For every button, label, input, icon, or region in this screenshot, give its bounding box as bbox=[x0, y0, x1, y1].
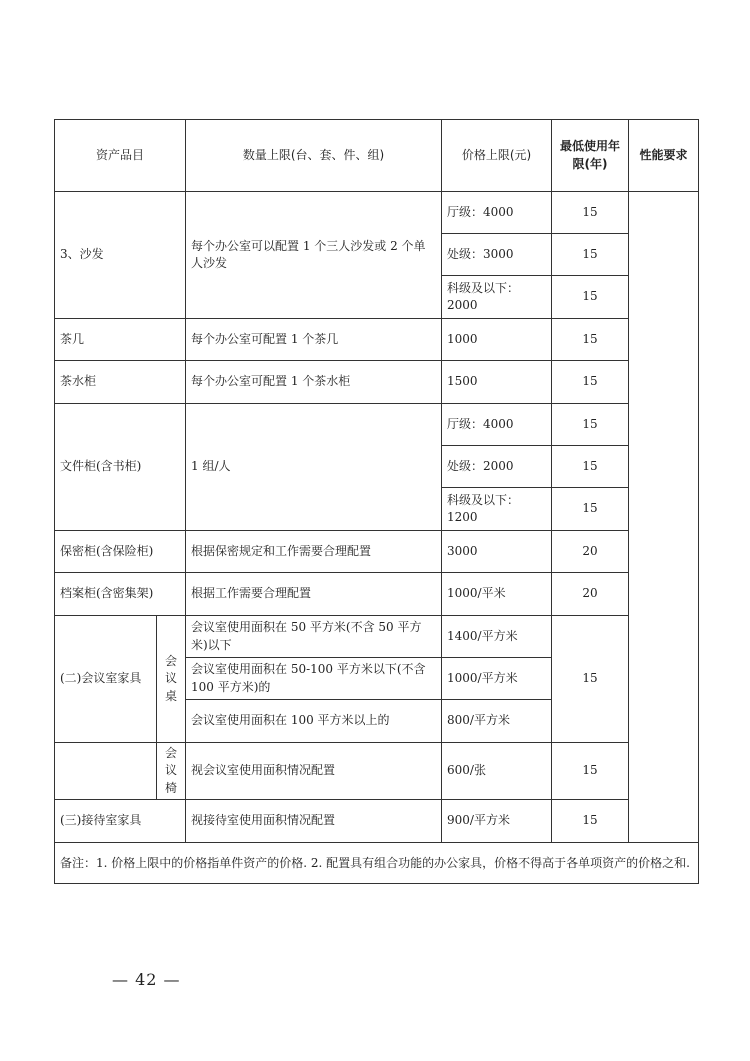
tea-table-price: 1000 bbox=[442, 319, 552, 361]
reception-years: 15 bbox=[552, 800, 629, 843]
asset-limits-table bbox=[54, 119, 699, 884]
meeting-table-years: 15 bbox=[552, 616, 629, 743]
table-row bbox=[55, 404, 699, 446]
archive-years: 20 bbox=[552, 573, 629, 616]
meeting-chair-quantity: 视会议室使用面积情况配置 bbox=[186, 743, 442, 800]
header-quantity: 数量上限(台、套、件、组) bbox=[186, 120, 442, 192]
tea-cabinet-years: 15 bbox=[552, 361, 629, 404]
tea-cabinet-quantity: 每个办公室可配置 1 个茶水柜 bbox=[186, 361, 442, 404]
meeting-chair-label: 会议椅 bbox=[157, 743, 186, 800]
meeting-chair-years: 15 bbox=[552, 743, 629, 800]
sofa-years-division: 15 bbox=[552, 234, 629, 276]
meeting-chair-price: 600/张 bbox=[442, 743, 552, 800]
file-cabinet-price-division: 处级：2000 bbox=[442, 446, 552, 488]
meeting-table-quantity-large: 会议室使用面积在 100 平方米以上的 bbox=[186, 700, 442, 743]
safe-years: 20 bbox=[552, 531, 629, 573]
performance-cell bbox=[629, 192, 699, 843]
sofa-years-hall: 15 bbox=[552, 192, 629, 234]
table-note: 备注：1. 价格上限中的价格指单件资产的价格. 2. 配置具有组合功能的办公家具，价格不得高于各单项资产的价格之和. bbox=[55, 843, 699, 884]
table-row bbox=[55, 531, 699, 573]
file-cabinet-years-division: 15 bbox=[552, 446, 629, 488]
table-header-row bbox=[55, 120, 699, 192]
meeting-table-price-small: 1400/平方米 bbox=[442, 616, 552, 658]
sofa-price-section: 科级及以下：2000 bbox=[442, 276, 552, 319]
meeting-table-quantity-small: 会议室使用面积在 50 平方米(不含 50 平方米)以下 bbox=[186, 616, 442, 658]
table-row bbox=[55, 192, 699, 234]
safe-name: 保密柜(含保险柜) bbox=[55, 531, 186, 573]
tea-cabinet-name: 茶水柜 bbox=[55, 361, 186, 404]
tea-cabinet-price: 1500 bbox=[442, 361, 552, 404]
table-row bbox=[55, 573, 699, 616]
reception-name: (三)接待室家具 bbox=[55, 800, 186, 843]
meeting-table-label: 会议桌 bbox=[157, 616, 186, 743]
table-row bbox=[55, 743, 699, 800]
meeting-furniture-name: (二)会议室家具 bbox=[55, 616, 157, 743]
file-cabinet-years-hall: 15 bbox=[552, 404, 629, 446]
header-item: 资产品目 bbox=[55, 120, 186, 192]
archive-name: 档案柜(含密集架) bbox=[55, 573, 186, 616]
file-cabinet-years-section: 15 bbox=[552, 488, 629, 531]
file-cabinet-name: 文件柜(含书柜) bbox=[55, 404, 186, 531]
sofa-years-section: 15 bbox=[552, 276, 629, 319]
page-number: — 42 — bbox=[112, 970, 181, 989]
header-price: 价格上限(元) bbox=[442, 120, 552, 192]
safe-quantity: 根据保密规定和工作需要合理配置 bbox=[186, 531, 442, 573]
sofa-price-division: 处级：3000 bbox=[442, 234, 552, 276]
meeting-table-price-large: 800/平方米 bbox=[442, 700, 552, 743]
table-row bbox=[55, 319, 699, 361]
tea-table-quantity: 每个办公室可配置 1 个茶几 bbox=[186, 319, 442, 361]
table-row bbox=[55, 616, 699, 658]
meeting-table-price-medium: 1000/平方米 bbox=[442, 658, 552, 700]
meeting-chair-blank bbox=[55, 743, 157, 800]
meeting-table-quantity-medium: 会议室使用面积在 50-100 平方米以下(不含 100 平方米)的 bbox=[186, 658, 442, 700]
table-row bbox=[55, 843, 699, 884]
file-cabinet-price-section: 科级及以下：1200 bbox=[442, 488, 552, 531]
archive-quantity: 根据工作需要合理配置 bbox=[186, 573, 442, 616]
tea-table-years: 15 bbox=[552, 319, 629, 361]
sofa-price-hall: 厅级：4000 bbox=[442, 192, 552, 234]
header-performance: 性能要求 bbox=[629, 120, 699, 192]
archive-price: 1000/平米 bbox=[442, 573, 552, 616]
safe-price: 3000 bbox=[442, 531, 552, 573]
reception-quantity: 视接待室使用面积情况配置 bbox=[186, 800, 442, 843]
sofa-name: 3、沙发 bbox=[55, 192, 186, 319]
file-cabinet-quantity: 1 组/人 bbox=[186, 404, 442, 531]
header-min-years: 最低使用年限(年) bbox=[552, 120, 629, 192]
reception-price: 900/平方米 bbox=[442, 800, 552, 843]
table-row bbox=[55, 361, 699, 404]
sofa-quantity: 每个办公室可以配置 1 个三人沙发或 2 个单人沙发 bbox=[186, 192, 442, 319]
table-row bbox=[55, 800, 699, 843]
tea-table-name: 茶几 bbox=[55, 319, 186, 361]
file-cabinet-price-hall: 厅级：4000 bbox=[442, 404, 552, 446]
